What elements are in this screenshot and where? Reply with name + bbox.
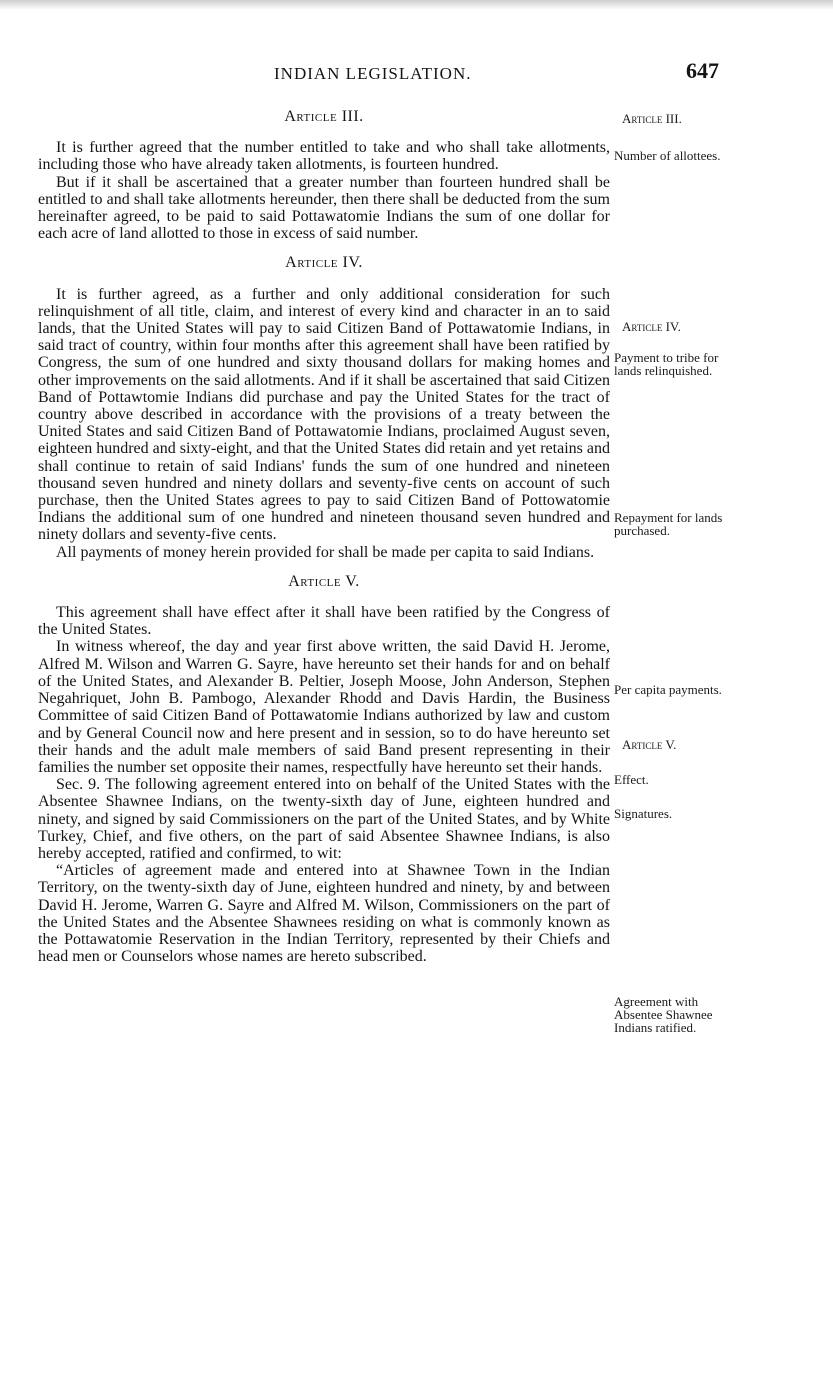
article-3-paragraph-1: It is further agreed that the number entitled to take and who shall take allotments, including those who have already taken allotments, is fourteen hundred. — [38, 139, 610, 174]
article-3-heading: Article III. — [284, 108, 364, 125]
running-title: INDIAN LEGISLATION. — [274, 64, 472, 83]
article-5-paragraph-1: This agreement shall have effect after it shall have been ratified by the Congress of the United States. — [38, 604, 610, 639]
main-text-column — [38, 108, 610, 965]
margin-note-article-4: Article IV. — [622, 319, 681, 334]
article-5-heading: Article V. — [288, 572, 360, 590]
article-5-paragraph-2: In witness whereof, the day and year first above written, the said David H. Jerome, Alfred M. Wilson and Warren G. Sayre, have hereunto set their hands for and on behalf of the United States, and Alexander B. Peltier, Joseph Moose, John Anderson, Stephen Negahriquet, John B. Pambogo, Alexander Rhodd and Davis Hardin, the Business Committee of said Citizen Band of Pottawatomie Indians authorized by law and custom and by General Council now and here present and in session, so to do have hereunto set their hands and the adult male members of said Band present representing in their families the number set opposite their names, respectfully have hereunto set their hands. — [38, 638, 610, 776]
article-4-paragraph-1: It is further agreed, as a further and only additional consideration for such relinquishment of all title, claim, and interest of every kind and character in an to said lands, that the United States will pay to said Citizen Band of Pottawatomie Indians, in said tract of country, within four months after this agreement shall have been ratified by Congress, the sum of one hundred and sixty thousand dollars for making homes and other improvements on the said allotments. And if it shall be ascertained that said Citizen Band of Pottawtomie Indians did purchase and pay the United States for the tract of country above described in accordance with the provisions of a treaty between the United States and said Citizen Band of Pottawatomie Indians, proclaimed August seven, eighteen hundred and sixty-eight, and that the United States did retain and yet retains and shall continue to retain of said Indians' funds the sum of one hundred and nineteen thousand seven hundred and ninety dollars and seventy-five cents on account of such purchase, then the United States agrees to pay to said Citizen Band of Pottowatomie Indians the additional sum of one hundred and nineteen thousand seven hundred and ninety dollars and seventy-five cents. — [38, 285, 610, 544]
margin-note-article-5: Article V. — [622, 737, 677, 752]
article-4-paragraph-2: All payments of money herein provided for shall be made per capita to said Indians. — [56, 543, 595, 561]
section-9-paragraph-1: Sec. 9. The following agreement entered into on behalf of the United States with the Absentee Shawnee Indians, on the twenty-sixth day of June, eighteen hundred and ninety, and signed by said Commissioners on the part of the United States, and by White Turkey, Chief, and five others, on the part of said Absentee Shawnee Indians, is also hereby accepted, ratified and confirmed, to wit: — [38, 776, 610, 862]
section-9-paragraph-2: “Articles of agreement made and entered into at Shawnee Town in the Indian Territory, on the twenty-sixth day of June, eighteen hundred and ninety, by and between David H. Jerome, Warren G. Sayre and Alfred M. Wilson, Commissioners on the part of the United States and the Absentee Shawnees residing on what is commonly known as the Pottawatomie Reservation in the Indian Territory, represented by their Chiefs and head men or Counselors whose names are hereto subscribed. — [38, 862, 610, 966]
article-3-paragraph-2: But if it shall be ascertained that a greater number than fourteen hundred shall be entitled to and shall take allotments hereunder, then there shall be deducted from the sum hereinafter agreed, to be paid to said Pottawatomie Indians the sum of one dollar for each acre of land allotted to those in excess of said number. — [38, 173, 610, 243]
margin-note-payment-to-tribe: Payment to tribe for lands relinquished. — [614, 350, 719, 378]
article-4-heading: Article IV. — [285, 254, 363, 272]
margin-note-signatures: Signatures. — [614, 806, 673, 821]
margin-note-number-of-allottees: Number of allottees. — [614, 148, 721, 163]
margin-note-repayment: Repayment for lands purchased. — [614, 510, 723, 538]
margin-note-agreement-shawnee: Agreement with Absentee Shawnee Indians ratified. — [614, 994, 713, 1035]
page-number: 647 — [686, 58, 719, 83]
margin-note-article-3: Article III. — [622, 111, 682, 126]
margin-note-per-capita: Per capita payments. — [614, 682, 722, 697]
margin-note-effect: Effect. — [614, 772, 649, 787]
